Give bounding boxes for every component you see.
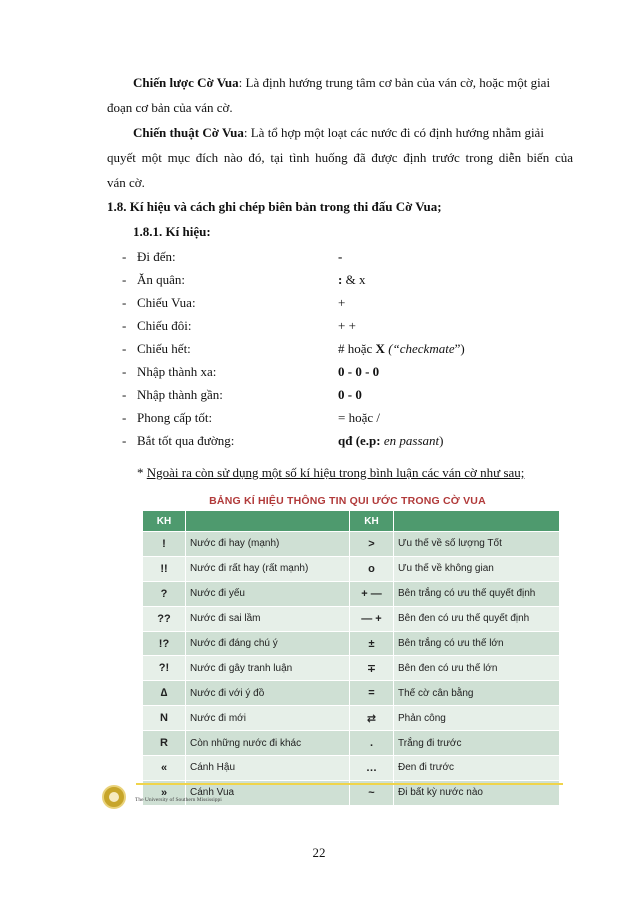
figure-title: BẢNG KÍ HIỆU THÔNG TIN QUI ƯỚC TRONG CỜ VUA [209,495,486,507]
tactics-definition: : Là tổ hợp một loạt các nước đi có định hướng nhằm giải [243,125,544,140]
symbol-cell: ∓ [350,656,394,680]
list-symbol [338,318,356,334]
list-dash: - [122,295,127,310]
meaning-cell: Trắng đi trước [398,737,462,749]
list-label: Nhập thành gần: [137,387,223,402]
symbol-part: X [375,341,385,356]
meaning-cell: Bên trắng có ưu thế quyết định [398,588,536,600]
list-symbol [338,295,345,311]
meaning-cell: Nước đi hay (mạnh) [186,532,350,556]
note-text: Ngoài ra còn sử dụng một số kí hiệu trong bình luận các ván cờ như sau; [146,465,525,480]
meaning-cell: Bên đen có ưu thế quyết định [398,613,530,625]
university-seal-icon [102,785,126,809]
table-row [143,681,559,706]
meaning-cell: Cánh Vua [186,781,350,805]
symbol-part: ) [439,433,444,448]
meaning-cell: Nước đi rất hay (rất mạnh) [186,557,350,581]
meaning-cell: Nước đi sai lầm [186,607,350,631]
list-label: Phong cấp tốt: [137,410,213,425]
accent-bar [136,783,563,785]
symbol-cell: ! [143,532,186,556]
list-symbol [338,272,365,288]
symbol-part: + + [338,318,356,333]
list-dash: - [122,249,127,264]
symbol-cell: !! [143,557,186,581]
symbol-cell: — + [350,607,394,631]
symbol-cell: ? [143,582,186,606]
section-heading: 1.8. Kí hiệu và cách ghi chép biên bản trong thi đấu Cờ Vua; [107,199,442,214]
list-label: Nhập thành xa: [137,364,217,379]
table-row [143,731,559,756]
table-row [143,656,559,681]
symbol-cell: ∆ [143,681,186,705]
list-label: Chiếu hết: [137,341,191,356]
header-cell-kh-left: KH [143,511,186,531]
symbol-part: - [338,249,343,264]
paragraph-tactics-line2: quyết một mục đích nào đó, tại tình huống đã được định trước trong diễn biến của [107,150,573,165]
symbol-part: en passant [380,433,440,448]
university-logo-bar [0,783,638,815]
symbol-part: : [338,272,343,287]
symbol-cell: ?! [143,656,186,680]
header-cell-meaning-right [394,511,559,531]
list-dash: - [122,318,127,333]
symbol-cell: o [350,557,394,581]
list-dash: - [122,410,127,425]
symbol-cell: ?? [143,607,186,631]
meaning-cell: Nước đi với ý đồ [186,681,350,705]
list-symbol [338,341,465,357]
symbol-cell: + — [350,582,394,606]
table-header-row [143,511,559,532]
meaning-cell: Còn những nước đi khác [186,731,350,755]
meaning-cell: Thế cờ cân bằng [398,687,474,699]
list-dash: - [122,387,127,402]
strategy-definition: : Là định hướng trung tâm cơ bản của ván cờ, hoặc một giai [238,75,551,90]
symbol-part: ”) [454,341,465,356]
symbol-part: & x [342,272,366,287]
symbol-cell: » [143,781,186,805]
paragraph-strategy-line2: đoạn cơ bản của ván cờ. [107,100,233,115]
note-line [137,465,524,481]
university-name: The University of Southern Mississippi [135,797,222,803]
list-symbol [338,433,443,449]
header-cell-meaning-left [186,511,350,531]
symbol-cell: . [350,731,394,755]
symbol-cell: « [143,756,186,780]
symbol-table [143,511,559,806]
list-symbol [338,410,380,426]
note-star: * [137,465,147,480]
symbol-part: + [338,295,346,310]
symbol-cell: … [350,756,394,780]
table-row [143,582,559,607]
meaning-cell: Nước đi yếu [186,582,350,606]
list-symbol [338,387,362,403]
list-dash: - [122,341,127,356]
meaning-cell: Đi bất kỳ nước nào [398,787,483,799]
meaning-cell: Ưu thế về không gian [398,563,494,575]
subsection-heading: 1.8.1. Kí hiệu: [133,224,211,239]
page-number: 22 [312,845,326,860]
list-dash: - [122,433,127,448]
list-dash: - [122,364,127,379]
list-label: Đi đến: [137,249,176,264]
meaning-cell: Cánh Hậu [186,756,350,780]
paragraph-strategy-line1 [133,75,550,91]
meaning-cell: Bên trắng có ưu thế lớn [398,638,504,649]
meaning-cell: Ưu thế về số lượng Tốt [398,538,502,550]
table-row [143,756,559,781]
symbol-table-figure [136,487,559,799]
symbol-part: # hoặc [338,341,376,356]
symbol-part: = hoặc / [338,410,380,425]
symbol-part: 0 - 0 - 0 [338,364,380,379]
list-label: Bắt tốt qua đường: [137,433,235,448]
list-label: Chiếu đôi: [137,318,192,333]
symbol-cell: > [350,532,394,556]
paragraph-tactics-line3: ván cờ. [107,175,145,190]
table-row [143,557,559,582]
paragraph-tactics-line1 [133,125,544,141]
symbol-part: qđ (e.p: [338,433,381,448]
list-label: Ăn quân: [137,272,186,287]
list-symbol [338,249,342,265]
meaning-cell: Phản công [398,712,446,724]
symbol-cell: N [143,706,186,730]
symbol-cell: ⇄ [350,706,394,730]
table-row [143,532,559,557]
tactics-term: Chiến thuật Cờ Vua [133,125,244,140]
meaning-cell: Nước đi gây tranh luận [186,656,350,680]
symbol-part: (“checkmate [384,341,455,356]
list-dash: - [122,272,127,287]
meaning-cell: Bên đen có ưu thế lớn [398,662,498,674]
meaning-cell: Đen đi trước [398,762,455,774]
symbol-part: 0 - 0 [338,387,362,402]
strategy-term: Chiến lược Cờ Vua [133,75,239,90]
symbol-cell: ~ [350,781,394,805]
symbol-cell: = [350,681,394,705]
meaning-cell: Nước đi mới [186,706,350,730]
symbol-cell: R [143,731,186,755]
symbol-cell: ± [350,632,394,656]
header-cell-kh-right: KH [350,511,394,531]
meaning-cell: Nước đi đáng chú ý [186,632,350,656]
list-symbol [338,364,379,380]
table-row [143,706,559,731]
table-row [143,632,559,657]
table-row [143,607,559,632]
list-label: Chiếu Vua: [137,295,196,310]
symbol-cell: !? [143,632,186,656]
